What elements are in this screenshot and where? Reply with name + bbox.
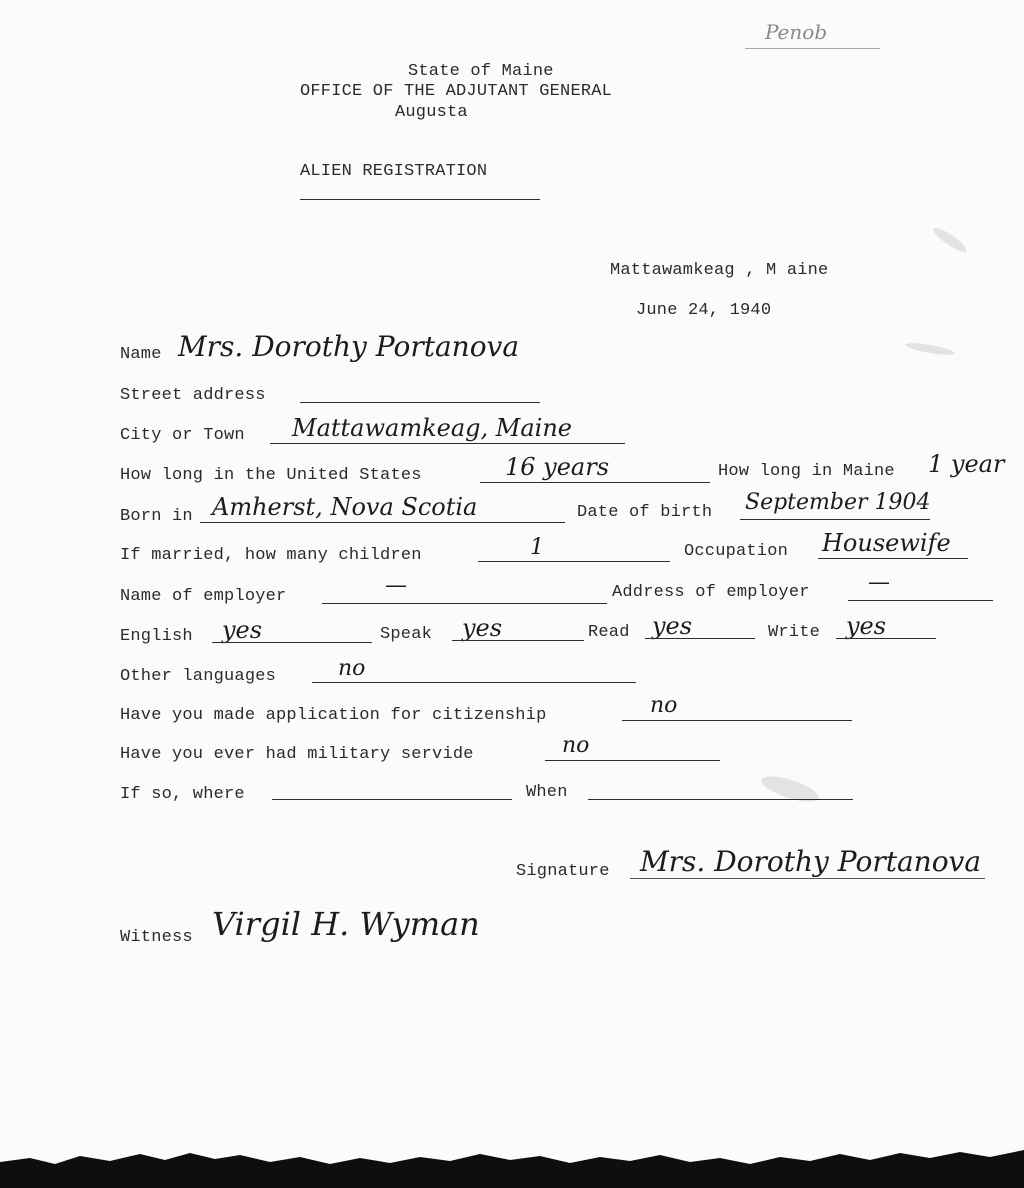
us-line [480,482,710,483]
where-label: If so, where [120,785,245,804]
header-state: State of Maine [408,62,554,81]
city-line [270,443,625,444]
occupation-label: Occupation [684,542,789,561]
other-lang-label: Other languages [120,667,277,686]
other-lang-value: no [338,656,366,681]
maine-label: How long in Maine [718,462,895,481]
employer-address-value: — [868,570,890,595]
us-label: How long in the United States [120,466,422,485]
stain-mark [759,771,822,807]
name-value: Mrs. Dorothy Portanova [178,330,520,363]
read-label: Read [588,623,630,642]
write-label: Write [768,623,821,642]
street-label: Street address [120,386,266,405]
born-value: Amherst, Nova Scotia [212,493,478,521]
occupation-value: Housewife [822,529,951,557]
corner-pencil-note: Penob [765,20,828,44]
employer-address-label: Address of employer [612,583,810,602]
city-label: City or Town [120,426,245,445]
employer-line [322,603,607,604]
dob-value: September 1904 [745,490,931,515]
name-label: Name [120,345,162,364]
speak-line [452,640,584,641]
where-line [272,799,512,800]
signature-value: Mrs. Dorothy Portanova [640,845,982,878]
english-line [212,642,372,643]
occupation-line [818,558,968,559]
when-line [588,799,853,800]
place-line: Mattawamkeag , M aine [610,261,829,280]
dob-line [740,519,930,520]
children-line [478,561,670,562]
city-value: Mattawamkeag, Maine [292,414,572,442]
employer-label: Name of employer [120,587,287,606]
citizenship-label: Have you made application for citizenship [120,706,547,725]
read-line [645,638,755,639]
header-office: OFFICE OF THE ADJUTANT GENERAL [300,82,613,101]
witness-label: Witness [120,928,193,947]
military-line [545,760,720,761]
when-label: When [526,783,568,802]
military-value: no [562,733,590,758]
date-line: June 24, 1940 [636,301,772,320]
signature-line [630,878,985,879]
form-title-underline [300,199,540,200]
citizenship-value: no [650,693,678,718]
citizenship-line [622,720,852,721]
stain-mark [931,224,970,255]
english-value: yes [222,616,263,644]
torn-bottom-edge [0,1140,1024,1188]
witness-value: Virgil H. Wyman [212,905,480,943]
us-value: 16 years [505,453,610,481]
children-label: If married, how many children [120,546,422,565]
speak-label: Speak [380,625,433,644]
maine-value: 1 year [928,450,1005,478]
born-label: Born in [120,507,193,526]
read-value: yes [652,612,693,640]
header-city: Augusta [395,103,468,122]
english-label: English [120,627,193,646]
form-title: ALIEN REGISTRATION [300,162,488,181]
children-value: 1 [530,535,544,560]
stain-mark [905,341,956,358]
employer-address-line [848,600,993,601]
military-label: Have you ever had military servide [120,745,474,764]
employer-value: — [385,573,407,598]
other-lang-line [312,682,636,683]
signature-label: Signature [516,862,610,881]
speak-value: yes [462,614,503,642]
dob-label: Date of birth [577,503,713,522]
street-line [300,402,540,403]
write-value: yes [846,612,887,640]
write-line [836,638,936,639]
born-line [200,522,565,523]
corner-note-underline [745,48,880,49]
